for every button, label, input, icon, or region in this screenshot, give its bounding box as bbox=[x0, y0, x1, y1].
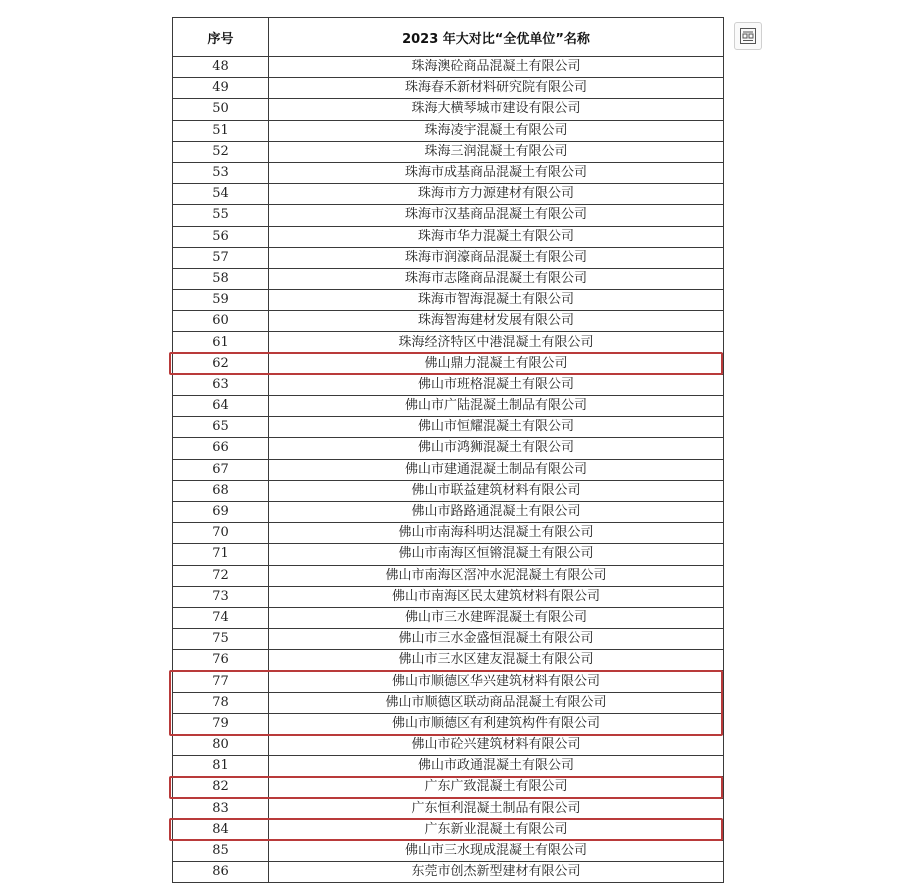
table-row bbox=[173, 819, 724, 840]
table-row bbox=[173, 226, 724, 247]
table-row bbox=[173, 650, 724, 671]
table-row bbox=[173, 417, 724, 438]
table-row bbox=[173, 353, 724, 374]
row-number: 66 bbox=[173, 438, 269, 459]
company-name: 佛山市三水区建友混凝土有限公司 bbox=[269, 650, 724, 671]
row-number: 85 bbox=[173, 840, 269, 861]
row-number: 57 bbox=[173, 247, 269, 268]
row-number: 55 bbox=[173, 205, 269, 226]
row-number: 72 bbox=[173, 565, 269, 586]
header-number: 序号 bbox=[173, 18, 269, 57]
company-name: 佛山市广陆混凝土制品有限公司 bbox=[269, 396, 724, 417]
table-row bbox=[173, 777, 724, 798]
company-name: 佛山市南海区滘冲水泥混凝土有限公司 bbox=[269, 565, 724, 586]
row-number: 67 bbox=[173, 459, 269, 480]
row-number: 69 bbox=[173, 501, 269, 522]
row-number: 51 bbox=[173, 120, 269, 141]
company-name: 广东新业混凝土有限公司 bbox=[269, 819, 724, 840]
table-header-row bbox=[173, 18, 724, 57]
company-table bbox=[172, 17, 724, 883]
table-row bbox=[173, 692, 724, 713]
row-number: 81 bbox=[173, 756, 269, 777]
table-row bbox=[173, 629, 724, 650]
table-row bbox=[173, 396, 724, 417]
row-number: 49 bbox=[173, 78, 269, 99]
company-name: 珠海市华力混凝土有限公司 bbox=[269, 226, 724, 247]
company-name: 珠海市润濠商品混凝土有限公司 bbox=[269, 247, 724, 268]
table-row bbox=[173, 756, 724, 777]
table-row bbox=[173, 501, 724, 522]
company-name: 佛山市恒耀混凝土有限公司 bbox=[269, 417, 724, 438]
row-number: 74 bbox=[173, 607, 269, 628]
company-name: 佛山市联益建筑材料有限公司 bbox=[269, 480, 724, 501]
company-name: 珠海凌宇混凝土有限公司 bbox=[269, 120, 724, 141]
row-number: 64 bbox=[173, 396, 269, 417]
row-number: 77 bbox=[173, 671, 269, 692]
table-row bbox=[173, 713, 724, 734]
company-name: 佛山市三水建晖混凝土有限公司 bbox=[269, 607, 724, 628]
table-row bbox=[173, 205, 724, 226]
row-number: 79 bbox=[173, 713, 269, 734]
company-name: 珠海三润混凝土有限公司 bbox=[269, 141, 724, 162]
table-row bbox=[173, 332, 724, 353]
table-row bbox=[173, 459, 724, 480]
row-number: 60 bbox=[173, 311, 269, 332]
table-row bbox=[173, 268, 724, 289]
row-number: 86 bbox=[173, 862, 269, 883]
company-name: 佛山市顺德区有利建筑构件有限公司 bbox=[269, 713, 724, 734]
company-name: 佛山市南海区民太建筑材料有限公司 bbox=[269, 586, 724, 607]
company-name: 佛山鼎力混凝土有限公司 bbox=[269, 353, 724, 374]
row-number: 59 bbox=[173, 290, 269, 311]
row-number: 63 bbox=[173, 374, 269, 395]
table-row bbox=[173, 141, 724, 162]
table-row bbox=[173, 840, 724, 861]
company-name: 广东恒利混凝土制品有限公司 bbox=[269, 798, 724, 819]
row-number: 53 bbox=[173, 162, 269, 183]
table-row bbox=[173, 862, 724, 883]
qr-code-button[interactable] bbox=[734, 22, 762, 50]
table-row bbox=[173, 290, 724, 311]
table-row bbox=[173, 544, 724, 565]
company-name: 珠海市成基商品混凝土有限公司 bbox=[269, 162, 724, 183]
company-name: 佛山市砼兴建筑材料有限公司 bbox=[269, 735, 724, 756]
table-row bbox=[173, 586, 724, 607]
company-name: 珠海春禾新材料研究院有限公司 bbox=[269, 78, 724, 99]
table-row bbox=[173, 607, 724, 628]
company-name: 珠海市方力源建材有限公司 bbox=[269, 184, 724, 205]
row-number: 80 bbox=[173, 735, 269, 756]
row-number: 70 bbox=[173, 523, 269, 544]
company-name: 佛山市顺德区华兴建筑材料有限公司 bbox=[269, 671, 724, 692]
row-number: 68 bbox=[173, 480, 269, 501]
table-row bbox=[173, 162, 724, 183]
company-name: 佛山市三水金盛恒混凝土有限公司 bbox=[269, 629, 724, 650]
row-number: 75 bbox=[173, 629, 269, 650]
company-name: 佛山市三水现成混凝土有限公司 bbox=[269, 840, 724, 861]
table-row bbox=[173, 78, 724, 99]
row-number: 56 bbox=[173, 226, 269, 247]
row-number: 58 bbox=[173, 268, 269, 289]
table-row bbox=[173, 184, 724, 205]
row-number: 50 bbox=[173, 99, 269, 120]
table-row bbox=[173, 99, 724, 120]
table-row bbox=[173, 57, 724, 78]
row-number: 71 bbox=[173, 544, 269, 565]
company-name: 珠海大横琴城市建设有限公司 bbox=[269, 99, 724, 120]
row-number: 48 bbox=[173, 57, 269, 78]
qr-code-icon bbox=[739, 27, 757, 45]
company-name: 广东广致混凝土有限公司 bbox=[269, 777, 724, 798]
table-row bbox=[173, 798, 724, 819]
company-name: 佛山市南海科明达混凝土有限公司 bbox=[269, 523, 724, 544]
row-number: 83 bbox=[173, 798, 269, 819]
row-number: 76 bbox=[173, 650, 269, 671]
company-name: 佛山市鸿狮混凝土有限公司 bbox=[269, 438, 724, 459]
company-name: 佛山市建通混凝土制品有限公司 bbox=[269, 459, 724, 480]
company-name: 珠海澳砼商品混凝土有限公司 bbox=[269, 57, 724, 78]
table-row bbox=[173, 565, 724, 586]
table-row bbox=[173, 523, 724, 544]
row-number: 54 bbox=[173, 184, 269, 205]
row-number: 82 bbox=[173, 777, 269, 798]
table-row bbox=[173, 374, 724, 395]
table-row bbox=[173, 735, 724, 756]
row-number: 73 bbox=[173, 586, 269, 607]
table-row bbox=[173, 438, 724, 459]
table-row bbox=[173, 120, 724, 141]
company-name: 佛山市顺德区联动商品混凝土有限公司 bbox=[269, 692, 724, 713]
row-number: 65 bbox=[173, 417, 269, 438]
row-number: 84 bbox=[173, 819, 269, 840]
company-name: 佛山市路路通混凝土有限公司 bbox=[269, 501, 724, 522]
company-name: 佛山市南海区恒锵混凝土有限公司 bbox=[269, 544, 724, 565]
row-number: 62 bbox=[173, 353, 269, 374]
row-number: 78 bbox=[173, 692, 269, 713]
table-row bbox=[173, 671, 724, 692]
company-name: 珠海智海建材发展有限公司 bbox=[269, 311, 724, 332]
row-number: 52 bbox=[173, 141, 269, 162]
company-name: 珠海市志隆商品混凝土有限公司 bbox=[269, 268, 724, 289]
company-name: 珠海市智海混凝土有限公司 bbox=[269, 290, 724, 311]
company-name: 珠海经济特区中港混凝土有限公司 bbox=[269, 332, 724, 353]
table-row bbox=[173, 247, 724, 268]
company-name: 东莞市创杰新型建材有限公司 bbox=[269, 862, 724, 883]
table-row bbox=[173, 480, 724, 501]
table-row bbox=[173, 311, 724, 332]
company-name: 珠海市汉基商品混凝土有限公司 bbox=[269, 205, 724, 226]
header-company-name: 2023 年大对比“全优单位”名称 bbox=[269, 18, 724, 57]
company-name: 佛山市政通混凝土有限公司 bbox=[269, 756, 724, 777]
company-name: 佛山市班格混凝土有限公司 bbox=[269, 374, 724, 395]
row-number: 61 bbox=[173, 332, 269, 353]
